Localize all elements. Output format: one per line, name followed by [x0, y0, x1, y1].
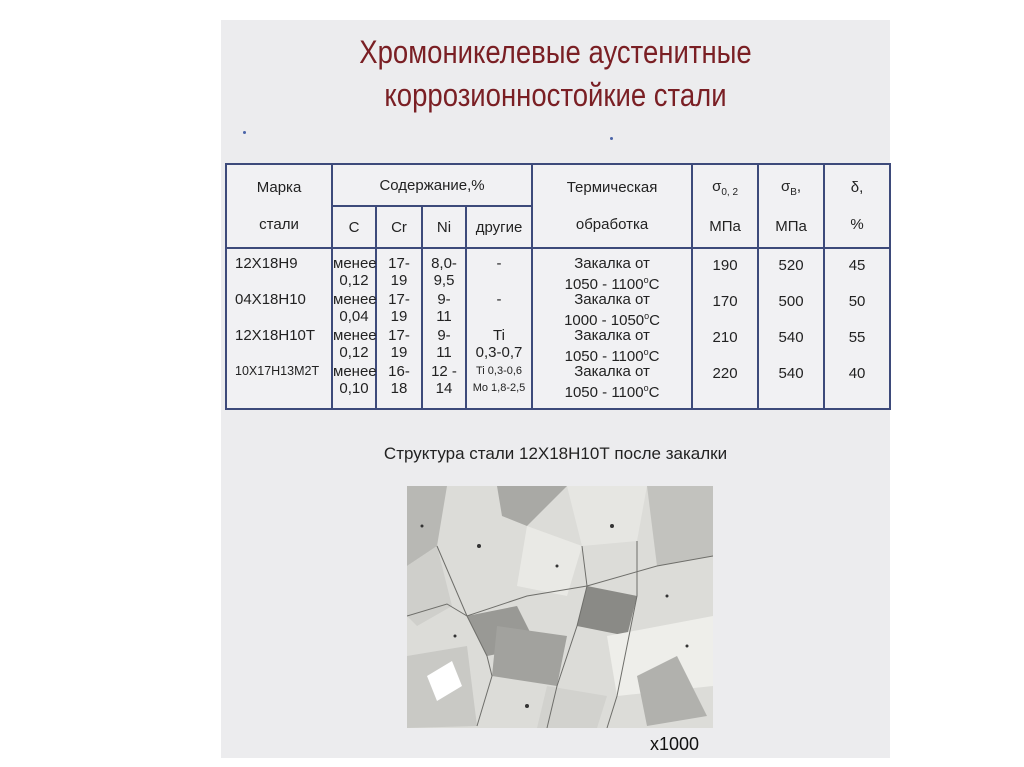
sigma-02-column — [692, 248, 758, 409]
c-cell — [333, 291, 375, 327]
c-value-line-2: 0,04 — [339, 308, 369, 325]
grade-cell: 04Х18Н10 — [235, 291, 306, 308]
micrograph-image — [407, 486, 713, 728]
cr-value-line-1: 17- — [388, 327, 410, 344]
heat-cell — [533, 327, 691, 363]
header-cr: Cr — [376, 206, 422, 248]
cr-column — [376, 248, 422, 409]
grade-column — [226, 248, 332, 409]
heat-line-2: 1050 - 1100 — [564, 384, 644, 401]
other-cell — [467, 327, 531, 363]
heat-line-1: Закалка от — [574, 255, 650, 272]
header-sigma-02-unit: МПа — [709, 217, 741, 235]
micrograph-caption: Структура стали 12Х18Н10Т после закалки — [383, 444, 728, 463]
cr-cell — [377, 363, 421, 399]
micrograph-drawing — [407, 486, 713, 728]
header-heat-line-1: Термическая — [566, 179, 658, 196]
sigma-02-cell: 220 — [712, 365, 738, 382]
delta-cell: 40 — [848, 365, 866, 382]
ni-cell — [423, 363, 465, 399]
cr-value-line-2: 19 — [390, 344, 408, 361]
decor-dot — [610, 137, 613, 140]
sigma-b-column — [758, 248, 824, 409]
ni-value-line-1: 8,0- — [431, 255, 457, 272]
degree-mark: o — [643, 347, 649, 357]
heat-unit: C — [649, 312, 661, 329]
heat-line-1: Закалка от — [574, 291, 650, 308]
other-value-line-1: Ti 0,3-0,6 — [475, 365, 523, 377]
heat-line-1: Закалка от — [574, 327, 650, 344]
ni-list — [423, 255, 465, 399]
delta-column — [824, 248, 890, 409]
cr-value-line-1: 17- — [388, 255, 410, 272]
header-c: C — [332, 206, 376, 248]
sigma-b-cell: 520 — [778, 257, 804, 274]
header-sigma-b-unit: МПа — [775, 217, 807, 235]
magnification-label: x1000 — [650, 734, 700, 754]
other-cell — [467, 363, 531, 399]
heat-column — [532, 248, 692, 409]
c-column — [332, 248, 376, 409]
cr-cell — [377, 327, 421, 363]
heat-cell — [533, 255, 691, 291]
ni-value-line-1: 9- — [437, 327, 451, 344]
other-value-line-2: 0,3-0,7 — [475, 344, 523, 361]
c-value-line-1: менее — [333, 363, 377, 380]
header-heat-treatment — [532, 164, 692, 248]
grade-cell: 10Х17Н13М2Т — [235, 364, 320, 378]
cr-list — [377, 255, 421, 399]
delta-cell: 55 — [848, 329, 866, 346]
heat-line-2: 1000 - 1050 — [564, 312, 645, 329]
header-sigma-02-symbol — [693, 178, 757, 198]
header-sigma-b — [758, 164, 824, 248]
sigma-02-list — [693, 255, 757, 382]
c-value-line-2: 0,12 — [339, 272, 369, 289]
sigma-b-cell: 500 — [778, 293, 804, 310]
grade-cell: 12Х18Н9 — [235, 255, 298, 272]
c-value-line-1: менее — [333, 327, 377, 344]
ni-cell — [423, 327, 465, 363]
header-delta-unit: % — [850, 216, 864, 233]
heat-unit: C — [648, 384, 660, 401]
other-value-line-1: - — [496, 291, 502, 308]
sigma-subscript: 0, 2 — [721, 186, 739, 198]
other-value-line-1: Ti — [493, 327, 505, 344]
ni-cell — [423, 255, 465, 291]
sigma-subscript: В — [790, 186, 797, 198]
grade-list — [235, 255, 331, 399]
header-sigma-b-symbol — [759, 178, 823, 198]
other-cell — [467, 255, 531, 291]
cr-value-line-1: 16- — [388, 363, 410, 380]
sigma-02-cell: 210 — [712, 329, 738, 346]
header-delta — [824, 164, 890, 248]
sigma-comma: , — [796, 177, 802, 195]
cr-cell — [377, 291, 421, 327]
header-other: другие — [466, 206, 532, 248]
header-grade — [226, 164, 332, 248]
ni-value-line-1: 9- — [437, 291, 451, 308]
other-value-line-1: - — [496, 255, 502, 272]
sigma-02-cell: 190 — [712, 257, 738, 274]
degree-mark: o — [643, 383, 649, 393]
header-grade-line-1: Марка — [256, 179, 302, 196]
ni-value-line-2: 9,5 — [433, 272, 455, 289]
slide — [221, 20, 890, 758]
delta-cell: 50 — [848, 293, 866, 310]
heat-unit: C — [648, 276, 660, 293]
cr-value-line-2: 19 — [390, 272, 408, 289]
c-cell — [333, 255, 375, 291]
header-ni: Ni — [422, 206, 466, 248]
heat-list — [533, 255, 691, 399]
sigma-b-cell: 540 — [778, 365, 804, 382]
delta-cell: 45 — [848, 257, 866, 274]
c-value-line-1: менее — [333, 291, 377, 308]
delta-list — [825, 255, 889, 382]
steel-properties-table — [225, 163, 891, 410]
header-heat-line-2: обработка — [575, 216, 649, 233]
cr-value-line-2: 18 — [390, 380, 408, 397]
other-cell — [467, 291, 531, 327]
ni-column — [422, 248, 466, 409]
slide-title-line-2: коррозионностойкие стали — [384, 77, 727, 113]
heat-unit: C — [648, 348, 660, 365]
sigma-symbol: σ — [712, 177, 722, 195]
ni-value-line-2: 11 — [436, 344, 452, 361]
c-list — [333, 255, 375, 399]
grade-cell: 12Х18Н10Т — [235, 327, 316, 344]
c-cell — [333, 327, 375, 363]
other-list — [467, 255, 531, 399]
ni-value-line-2: 11 — [436, 308, 452, 325]
heat-line-1: Закалка от — [574, 363, 650, 380]
sigma-02-cell: 170 — [712, 293, 738, 310]
ni-cell — [423, 291, 465, 327]
c-cell — [333, 363, 375, 399]
header-grade-line-2: стали — [259, 216, 299, 233]
degree-mark: o — [644, 311, 650, 321]
c-value-line-2: 0,12 — [339, 344, 369, 361]
ni-value-line-2: 14 — [435, 380, 453, 397]
header-delta-symbol: δ, — [850, 179, 864, 196]
slide-title-line-1: Хромоникелевые аустенитные — [359, 34, 752, 70]
degree-mark: o — [643, 275, 649, 285]
ni-value-line-1: 12 - — [431, 363, 457, 380]
sigma-b-list — [759, 255, 823, 382]
other-value-line-2: Mo 1,8-2,5 — [472, 382, 526, 394]
sigma-symbol: σ — [780, 177, 791, 195]
other-column — [466, 248, 532, 409]
header-content: Содержание,% — [332, 164, 532, 206]
cr-cell — [377, 255, 421, 291]
header-sigma-02 — [692, 164, 758, 248]
cr-value-line-1: 17- — [388, 291, 410, 308]
decor-dot — [243, 131, 246, 134]
sigma-b-cell: 540 — [778, 329, 804, 346]
c-value-line-1: менее — [333, 255, 377, 272]
heat-cell — [533, 291, 691, 327]
cr-value-line-2: 19 — [390, 308, 408, 325]
heat-line-2: 1050 - 1100 — [564, 276, 644, 293]
heat-line-2: 1050 - 1100 — [564, 348, 644, 365]
c-value-line-2: 0,10 — [339, 380, 369, 397]
heat-cell — [533, 363, 691, 399]
